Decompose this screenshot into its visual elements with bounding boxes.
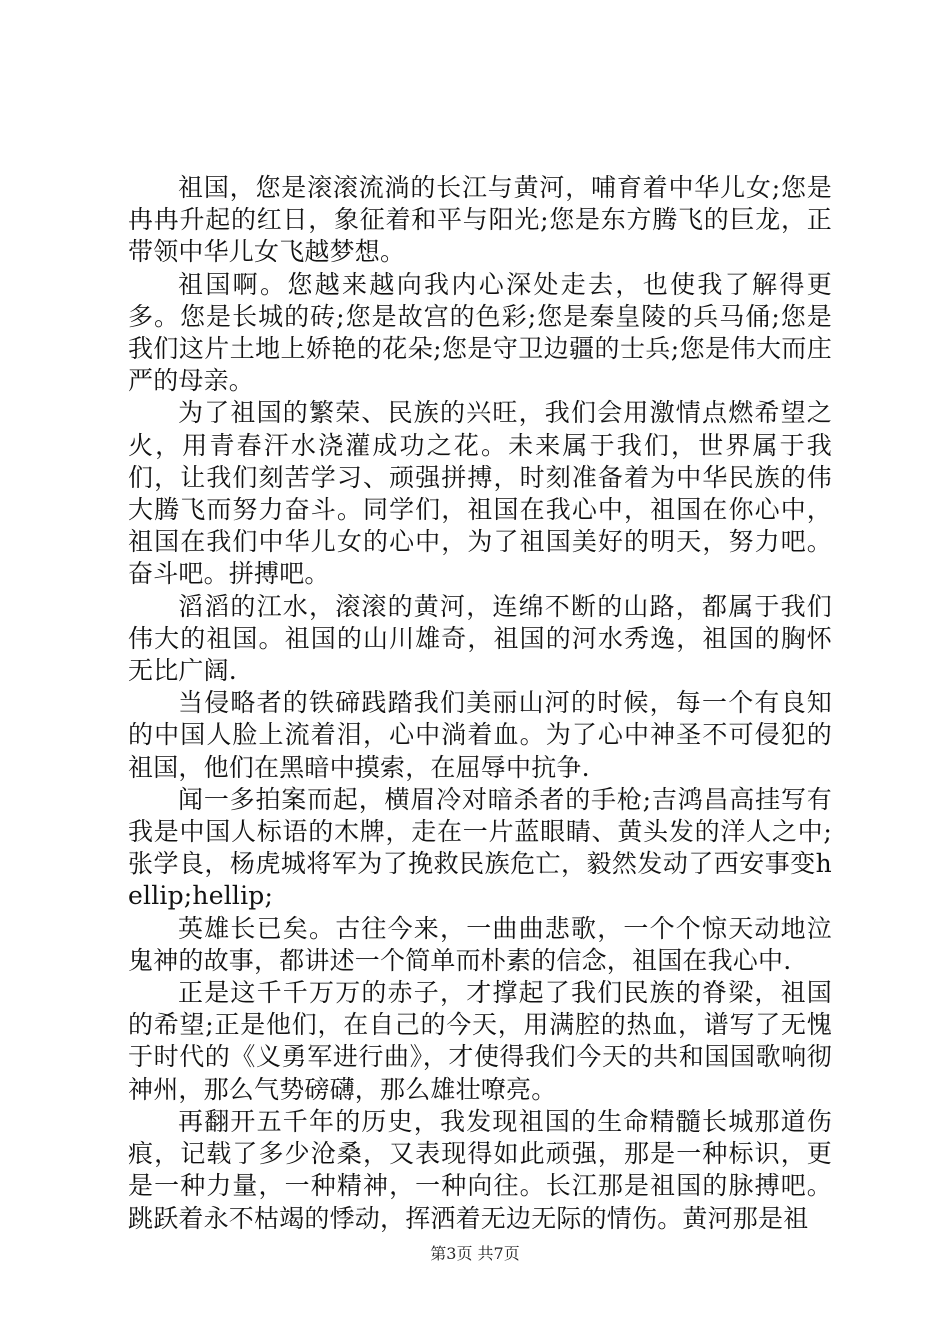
paragraph: 祖国啊。您越来越向我内心深处走去，也使我了解得更多。您是长城的砖;您是故宫的色彩;您是秦皇陵的兵马俑;您是我们这片土地上娇艳的花朵;您是守卫边疆的士兵;您是伟大而庄严的母亲。 [128, 269, 832, 396]
paragraph: 闻一多拍案而起，横眉冷对暗杀者的手枪;吉鸿昌高挂写有我是中国人标语的木牌，走在一片蓝眼睛、黄头发的洋人之中;张学良，杨虎城将军为了挽救民族危亡，毅然发动了西安事变hellip;hellip; [128, 784, 832, 911]
paragraph: 为了祖国的繁荣、民族的兴旺，我们会用激情点燃希望之火，用青春汗水浇灌成功之花。未来属于我们，世界属于我们，让我们刻苦学习、顽强拼搏，时刻准备着为中华民族的伟大腾飞而努力奋斗。同学们，祖国在我心中，祖国在你心中，祖国在我们中华儿女的心中，为了祖国美好的明天，努力吧。奋斗吧。拼搏吧。 [128, 398, 832, 589]
paragraph: 当侵略者的铁碲践踏我们美丽山河的时候，每一个有良知的中国人脸上流着泪，心中淌着血。为了心中神圣不可侵犯的祖国，他们在黑暗中摸索，在屈辱中抗争. [128, 688, 832, 782]
body-text [128, 172, 832, 1235]
paragraph: 祖国，您是滚滚流淌的长江与黄河，哺育着中华儿女;您是冉冉升起的红日，象征着和平与阳光;您是东方腾飞的巨龙，正带领中华儿女飞越梦想。 [128, 173, 832, 267]
paragraph: 再翻开五千年的历史，我发现祖国的生命精髓长城那道伤痕，记载了多少沧桑，又表现得如此顽强，那是一种标识，更是一种力量，一种精神，一种向往。长江那是祖国的脉搏吧。跳跃着永不枯竭的悸动，挥洒着无边无际的情伤。黄河那是祖 [128, 1106, 832, 1233]
page-footer: 第3页 共7页 [430, 1244, 520, 1263]
paragraph: 正是这千千万万的赤子，才撑起了我们民族的脊梁，祖国的希望;正是他们，在自己的今天，用满腔的热血，谱写了无愧于时代的《义勇军进行曲》，才使得我们今天的共和国国歌响彻神州，那么气势磅礴，那么雄壮嘹亮。 [128, 978, 832, 1104]
paragraph: 滔滔的江水，滚滚的黄河，连绵不断的山路，都属于我们伟大的祖国。祖国的山川雄奇，祖国的河水秀逸，祖国的胸怀无比广阔. [128, 591, 832, 686]
paragraph: 英雄长已矣。古往今来，一曲曲悲歌，一个个惊天动地泣鬼神的故事，都讲述一个简单而朴素的信念，祖国在我心中. [128, 913, 832, 975]
